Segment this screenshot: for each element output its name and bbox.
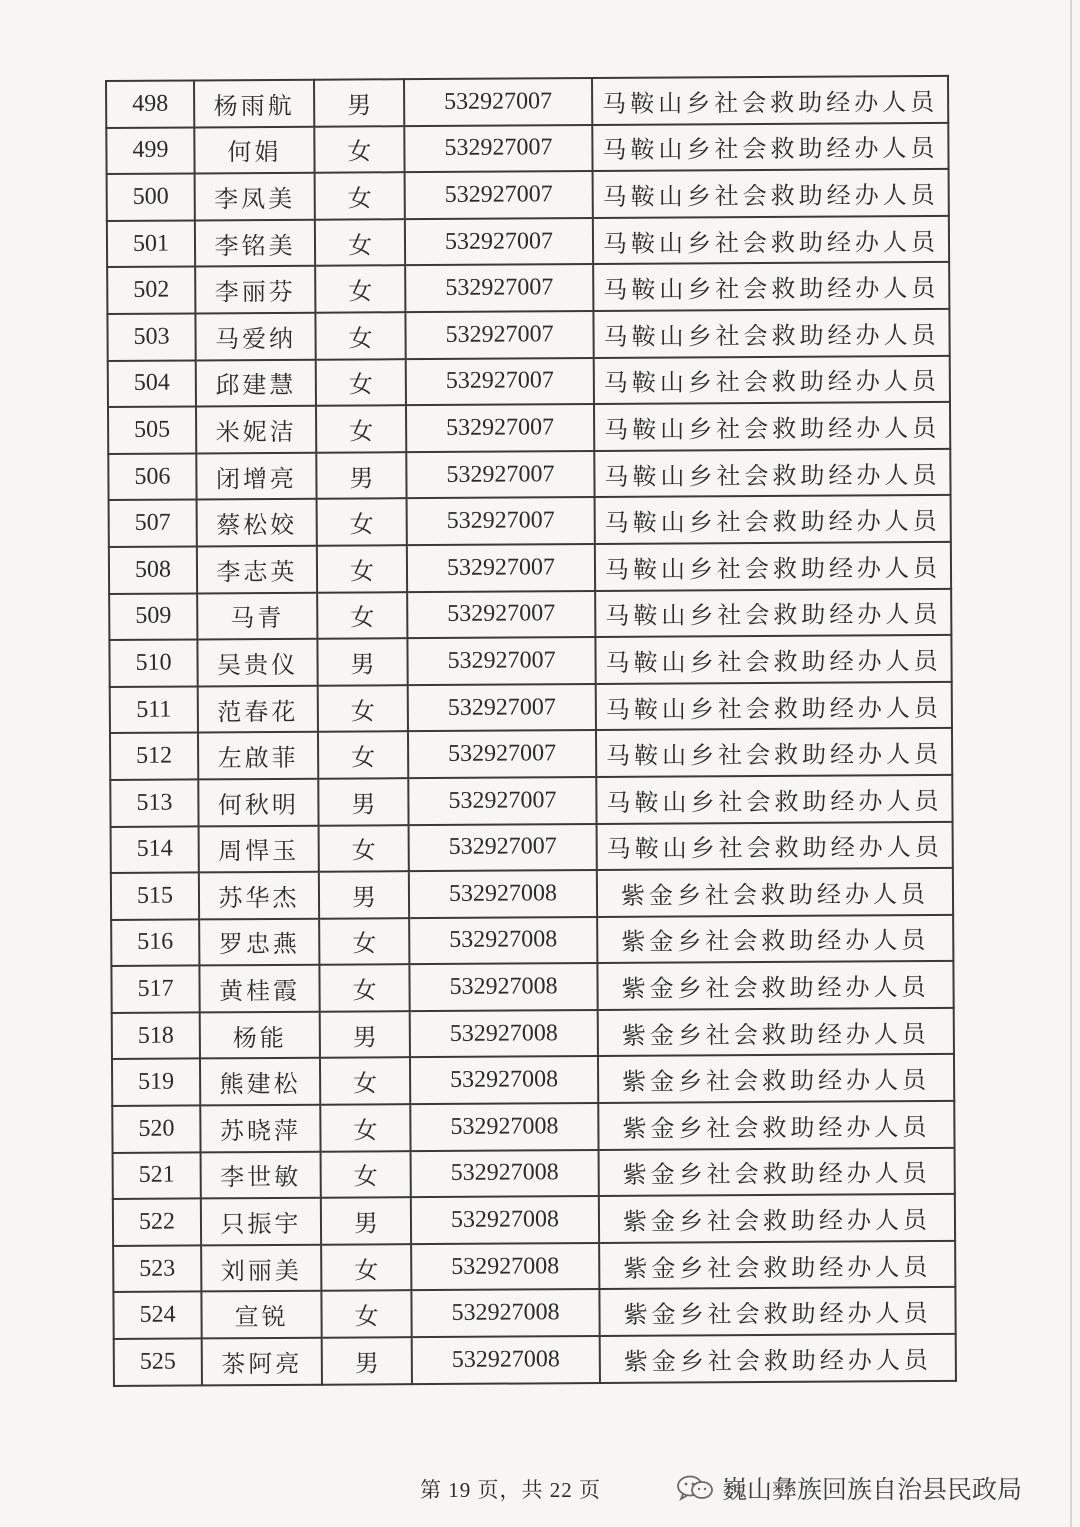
post-name-cell: 紫金乡社会救助经办人员 bbox=[598, 1101, 954, 1150]
post-code-cell: 532927007 bbox=[405, 311, 593, 359]
post-code-cell: 532927007 bbox=[405, 171, 593, 219]
post-name-cell: 马鞍山乡社会救助经办人员 bbox=[595, 495, 951, 544]
name-cell: 杨雨航 bbox=[194, 80, 314, 127]
post-name-cell: 马鞍山乡社会救助经办人员 bbox=[597, 821, 953, 870]
post-name-cell: 紫金乡社会救助经办人员 bbox=[600, 1334, 956, 1383]
gender-cell: 女 bbox=[316, 405, 406, 452]
table-row bbox=[106, 122, 948, 174]
gender-cell: 男 bbox=[314, 79, 404, 126]
row-number-cell: 525 bbox=[114, 1338, 202, 1385]
name-cell: 苏华杰 bbox=[199, 872, 319, 919]
gender-cell: 男 bbox=[318, 778, 408, 825]
post-code-cell: 532927007 bbox=[407, 544, 595, 592]
post-name-cell: 马鞍山乡社会救助经办人员 bbox=[596, 728, 952, 777]
row-number-cell: 517 bbox=[111, 966, 199, 1013]
watermark-text: 巍山彝族回族自治县民政局 bbox=[722, 1475, 1023, 1504]
name-cell: 李铭美 bbox=[195, 220, 315, 267]
table-row bbox=[110, 682, 952, 734]
post-name-cell: 紫金乡社会救助经办人员 bbox=[599, 1287, 955, 1336]
row-number-cell: 520 bbox=[112, 1105, 200, 1152]
name-cell: 熊建松 bbox=[200, 1058, 320, 1105]
post-name-cell: 马鞍山乡社会救助经办人员 bbox=[595, 588, 951, 637]
name-cell: 米妮洁 bbox=[196, 406, 316, 453]
post-name-cell: 马鞍山乡社会救助经办人员 bbox=[595, 635, 951, 684]
table-row bbox=[113, 1194, 955, 1246]
post-name-cell: 马鞍山乡社会救助经办人员 bbox=[594, 449, 950, 498]
roster-table-body bbox=[106, 76, 956, 1386]
post-name-cell: 紫金乡社会救助经办人员 bbox=[599, 1194, 955, 1243]
table-row bbox=[107, 169, 949, 221]
post-code-cell: 532927007 bbox=[404, 125, 592, 173]
gender-cell: 女 bbox=[315, 219, 405, 266]
row-number-cell: 518 bbox=[112, 1012, 200, 1059]
row-number-cell: 519 bbox=[112, 1059, 200, 1106]
post-name-cell: 紫金乡社会救助经办人员 bbox=[598, 1008, 954, 1057]
row-number-cell: 515 bbox=[111, 873, 199, 920]
gender-cell: 女 bbox=[317, 592, 407, 639]
post-code-cell: 532927008 bbox=[411, 1243, 599, 1291]
post-code-cell: 532927008 bbox=[410, 1056, 598, 1104]
post-code-cell: 532927008 bbox=[409, 963, 597, 1011]
gender-cell: 女 bbox=[320, 1058, 410, 1105]
post-code-cell: 532927007 bbox=[407, 497, 595, 545]
page-footer bbox=[0, 1470, 1080, 1510]
post-code-cell: 532927007 bbox=[409, 824, 597, 872]
gender-cell: 女 bbox=[321, 1291, 411, 1338]
name-cell: 罗忠燕 bbox=[199, 918, 319, 965]
post-code-cell: 532927008 bbox=[409, 917, 597, 965]
gender-cell: 男 bbox=[321, 1197, 411, 1244]
post-name-cell: 紫金乡社会救助经办人员 bbox=[598, 1054, 954, 1103]
table-row bbox=[111, 961, 953, 1013]
name-cell: 马青 bbox=[197, 592, 317, 639]
post-code-cell: 532927008 bbox=[410, 1103, 598, 1151]
row-number-cell: 512 bbox=[110, 733, 198, 780]
row-number-cell: 506 bbox=[108, 453, 196, 500]
name-cell: 周悍玉 bbox=[199, 825, 319, 872]
post-code-cell: 532927007 bbox=[406, 451, 594, 499]
post-code-cell: 532927008 bbox=[411, 1150, 599, 1198]
document-sheet bbox=[105, 75, 955, 1387]
post-code-cell: 532927007 bbox=[404, 78, 592, 126]
roster-table bbox=[105, 75, 957, 1387]
table-row bbox=[109, 635, 951, 687]
row-number-cell: 504 bbox=[108, 360, 196, 407]
table-row bbox=[110, 775, 952, 827]
table-row bbox=[113, 1241, 955, 1293]
gender-cell: 女 bbox=[314, 126, 404, 173]
name-cell: 蔡松姣 bbox=[197, 499, 317, 546]
post-code-cell: 532927008 bbox=[410, 1010, 598, 1058]
post-code-cell: 532927008 bbox=[412, 1336, 600, 1384]
table-row bbox=[109, 588, 951, 640]
gender-cell: 男 bbox=[319, 871, 409, 918]
gender-cell: 女 bbox=[319, 964, 409, 1011]
row-number-cell: 499 bbox=[106, 127, 194, 174]
table-row bbox=[112, 1101, 954, 1153]
table-row bbox=[108, 402, 950, 454]
name-cell: 李凤美 bbox=[195, 173, 315, 220]
gender-cell: 女 bbox=[315, 172, 405, 219]
post-name-cell: 紫金乡社会救助经办人员 bbox=[597, 868, 953, 917]
table-row bbox=[114, 1334, 956, 1386]
gender-cell: 女 bbox=[315, 266, 405, 313]
name-cell: 李志英 bbox=[197, 546, 317, 593]
name-cell: 黄桂霞 bbox=[199, 965, 319, 1012]
post-name-cell: 紫金乡社会救助经办人员 bbox=[599, 1147, 955, 1196]
row-number-cell: 502 bbox=[107, 267, 195, 314]
table-row bbox=[109, 495, 951, 547]
table-row bbox=[106, 76, 948, 128]
post-name-cell: 马鞍山乡社会救助经办人员 bbox=[593, 216, 949, 265]
row-number-cell: 501 bbox=[107, 220, 195, 267]
wechat-icon bbox=[676, 1475, 714, 1501]
post-code-cell: 532927007 bbox=[406, 404, 594, 452]
row-number-cell: 503 bbox=[107, 313, 195, 360]
name-cell: 刘丽美 bbox=[201, 1245, 321, 1292]
gender-cell: 女 bbox=[320, 1104, 410, 1151]
row-number-cell: 513 bbox=[110, 779, 198, 826]
post-code-cell: 532927007 bbox=[408, 684, 596, 732]
table-row bbox=[108, 355, 950, 407]
watermark bbox=[676, 1470, 1022, 1506]
post-code-cell: 532927007 bbox=[408, 777, 596, 825]
row-number-cell: 522 bbox=[113, 1199, 201, 1246]
table-row bbox=[109, 542, 951, 594]
post-name-cell: 紫金乡社会救助经办人员 bbox=[599, 1241, 955, 1290]
gender-cell: 女 bbox=[317, 499, 407, 546]
table-row bbox=[112, 1008, 954, 1060]
name-cell: 何娟 bbox=[194, 126, 314, 173]
table-row bbox=[111, 915, 953, 967]
name-cell: 马爱纳 bbox=[195, 313, 315, 360]
gender-cell: 女 bbox=[318, 685, 408, 732]
post-code-cell: 532927008 bbox=[411, 1196, 599, 1244]
gender-cell: 男 bbox=[317, 638, 407, 685]
name-cell: 李丽芬 bbox=[195, 266, 315, 313]
post-code-cell: 532927007 bbox=[405, 264, 593, 312]
post-name-cell: 马鞍山乡社会救助经办人员 bbox=[593, 262, 949, 311]
gender-cell: 女 bbox=[318, 731, 408, 778]
table-row bbox=[108, 449, 950, 501]
name-cell: 宣锐 bbox=[201, 1291, 321, 1338]
post-name-cell: 紫金乡社会救助经办人员 bbox=[597, 961, 953, 1010]
post-code-cell: 532927008 bbox=[409, 870, 597, 918]
row-number-cell: 505 bbox=[108, 407, 196, 454]
post-code-cell: 532927007 bbox=[408, 730, 596, 778]
post-code-cell: 532927007 bbox=[407, 637, 595, 685]
name-cell: 吴贵仪 bbox=[197, 639, 317, 686]
gender-cell: 女 bbox=[321, 1151, 411, 1198]
name-cell: 茶阿亮 bbox=[202, 1338, 322, 1385]
post-name-cell: 马鞍山乡社会救助经办人员 bbox=[594, 355, 950, 404]
table-row bbox=[113, 1147, 955, 1199]
gender-cell: 男 bbox=[322, 1337, 412, 1384]
table-row bbox=[113, 1287, 955, 1339]
post-code-cell: 532927007 bbox=[406, 358, 594, 406]
post-name-cell: 马鞍山乡社会救助经办人员 bbox=[596, 775, 952, 824]
name-cell: 左啟菲 bbox=[198, 732, 318, 779]
row-number-cell: 507 bbox=[109, 500, 197, 547]
row-number-cell: 500 bbox=[107, 174, 195, 221]
row-number-cell: 498 bbox=[106, 80, 194, 127]
gender-cell: 女 bbox=[319, 825, 409, 872]
row-number-cell: 509 bbox=[109, 593, 197, 640]
table-row bbox=[111, 821, 953, 873]
name-cell: 杨能 bbox=[200, 1012, 320, 1059]
row-number-cell: 523 bbox=[113, 1245, 201, 1292]
post-name-cell: 马鞍山乡社会救助经办人员 bbox=[595, 542, 951, 591]
post-code-cell: 532927007 bbox=[405, 218, 593, 266]
post-name-cell: 马鞍山乡社会救助经办人员 bbox=[594, 402, 950, 451]
post-code-cell: 532927007 bbox=[407, 591, 595, 639]
page-number: 第 19 页，共 22 页 bbox=[420, 1478, 601, 1502]
name-cell: 邱建慧 bbox=[196, 359, 316, 406]
page-edge bbox=[1070, 0, 1072, 1527]
row-number-cell: 508 bbox=[109, 546, 197, 593]
row-number-cell: 510 bbox=[109, 640, 197, 687]
row-number-cell: 524 bbox=[113, 1292, 201, 1339]
post-name-cell: 马鞍山乡社会救助经办人员 bbox=[593, 309, 949, 358]
table-row bbox=[112, 1054, 954, 1106]
gender-cell: 男 bbox=[320, 1011, 410, 1058]
row-number-cell: 521 bbox=[113, 1152, 201, 1199]
table-row bbox=[107, 216, 949, 268]
gender-cell: 女 bbox=[317, 545, 407, 592]
post-name-cell: 马鞍山乡社会救助经办人员 bbox=[596, 682, 952, 731]
name-cell: 李世敏 bbox=[201, 1151, 321, 1198]
row-number-cell: 516 bbox=[111, 919, 199, 966]
name-cell: 闭增亮 bbox=[196, 452, 316, 499]
gender-cell: 女 bbox=[321, 1244, 411, 1291]
gender-cell: 女 bbox=[315, 312, 405, 359]
table-row bbox=[110, 728, 952, 780]
table-row bbox=[111, 868, 953, 920]
gender-cell: 女 bbox=[316, 359, 406, 406]
post-name-cell: 马鞍山乡社会救助经办人员 bbox=[592, 76, 948, 125]
post-code-cell: 532927008 bbox=[411, 1289, 599, 1337]
post-name-cell: 马鞍山乡社会救助经办人员 bbox=[592, 122, 948, 171]
row-number-cell: 514 bbox=[111, 826, 199, 873]
post-name-cell: 马鞍山乡社会救助经办人员 bbox=[593, 169, 949, 218]
name-cell: 苏晓萍 bbox=[200, 1105, 320, 1152]
post-name-cell: 紫金乡社会救助经办人员 bbox=[597, 915, 953, 964]
row-number-cell: 511 bbox=[110, 686, 198, 733]
gender-cell: 男 bbox=[316, 452, 406, 499]
table-row bbox=[107, 262, 949, 314]
name-cell: 何秋明 bbox=[198, 779, 318, 826]
name-cell: 只振宇 bbox=[201, 1198, 321, 1245]
gender-cell: 女 bbox=[319, 918, 409, 965]
table-row bbox=[107, 309, 949, 361]
name-cell: 范春花 bbox=[198, 685, 318, 732]
